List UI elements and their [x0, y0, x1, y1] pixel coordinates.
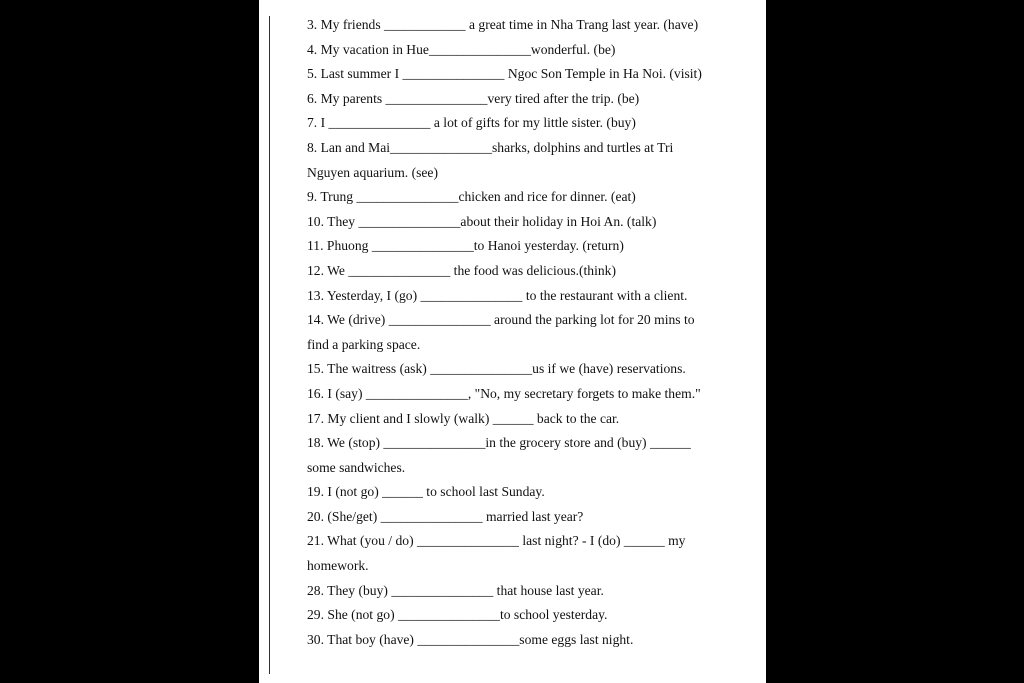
exercise-line: 16. I (say) _______________, "No, my secretary forgets to make them." [307, 385, 701, 401]
exercise-line: 10. They _______________about their holiday in Hoi An. (talk) [307, 213, 657, 229]
exercise-line: 6. My parents _______________very tired after the trip. (be) [307, 90, 640, 106]
exercise-line: 7. I _______________ a lot of gifts for my little sister. (buy) [307, 115, 636, 131]
exercise-line: Nguyen aquarium. (see) [307, 164, 438, 180]
exercise-line: 11. Phuong _______________to Hanoi yesterday. (return) [307, 238, 624, 254]
exercise-line: 29. She (not go) _______________to school yesterday. [307, 607, 608, 623]
exercise-line: 17. My client and I slowly (walk) ______ back to the car. [307, 410, 620, 426]
exercise-line: homework. [307, 558, 369, 574]
exercise-line: 21. What (you / do) _______________ last night? - I (do) ______ my [307, 533, 686, 549]
exercise-line: 19. I (not go) ______ to school last Sunday. [307, 484, 545, 500]
exercise-line: 30. That boy (have) _______________some eggs last night. [307, 631, 634, 647]
worksheet-page [259, 0, 766, 683]
exercise-line: 13. Yesterday, I (go) _______________ to the restaurant with a client. [307, 287, 688, 303]
exercise-line: 3. My friends ____________ a great time in Nha Trang last year. (have) [307, 17, 699, 32]
exercise-line: 5. Last summer I _______________ Ngoc Son Temple in Ha Noi. (visit) [307, 66, 702, 82]
exercise-line: 14. We (drive) _______________ around the parking lot for 20 mins to [307, 312, 695, 328]
exercise-line: 15. The waitress (ask) _______________us if we (have) reservations. [307, 361, 686, 377]
exercise-line: 8. Lan and Mai_______________sharks, dolphins and turtles at Tri [307, 139, 674, 155]
exercise-line: 28. They (buy) _______________ that house last year. [307, 582, 604, 598]
exercise-line: 4. My vacation in Hue_______________wonderful. (be) [307, 41, 616, 57]
exercise-list [307, 13, 746, 652]
exercise-line: some sandwiches. [307, 459, 406, 475]
exercise-line: 9. Trung _______________chicken and rice for dinner. (eat) [307, 189, 636, 205]
exercise-line: 12. We _______________ the food was delicious.(think) [307, 262, 617, 278]
exercise-line: 18. We (stop) _______________in the grocery store and (buy) ______ [307, 435, 691, 451]
exercise-line: 20. (She/get) _______________ married last year? [307, 508, 584, 524]
margin-rule [269, 16, 270, 674]
exercise-line: find a parking space. [307, 336, 421, 352]
